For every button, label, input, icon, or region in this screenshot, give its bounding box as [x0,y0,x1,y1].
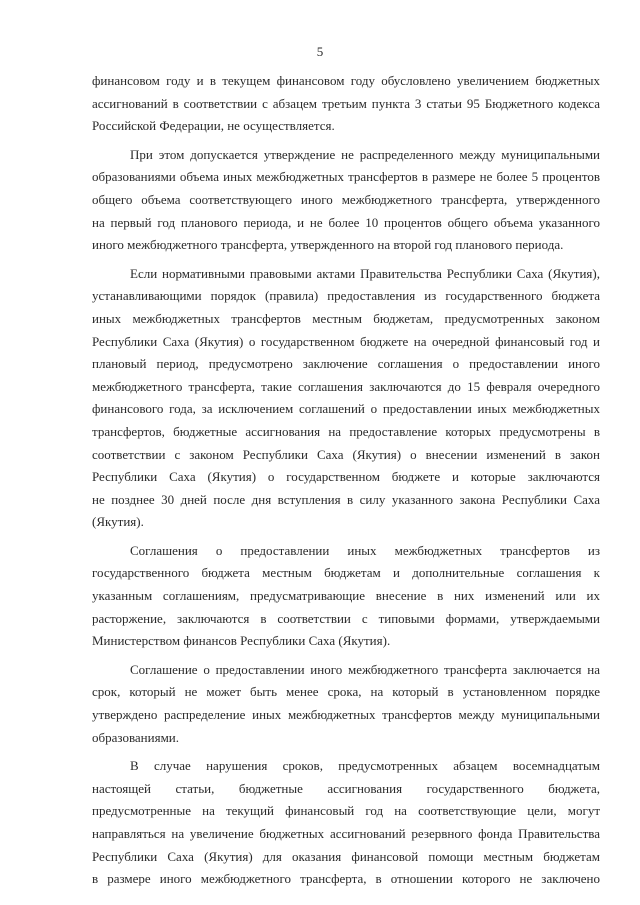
text-line: Республики Саха (Якутия) о государственном бюджете на очередной финансовый год и [92,333,600,349]
text-line: финансового года, за исключением соглашений о предоставлении иных межбюджетных [92,401,600,417]
text-line: Министерством финансов Республики Саха (Якутия). [92,633,391,649]
text-line: расторжение, заключаются в соответствии с типовыми формами, утверждаемыми [92,610,600,626]
text-line: финансовом году и в текущем финансовом году обусловлено увеличением бюджетных [92,73,600,88]
text-line: срок, который не может быть менее срока, на который в установленном порядке [92,684,600,700]
document-body [92,70,600,897]
text-line: не позднее 30 дней после дня вступления в силу указанного закона Республики Саха [92,491,600,507]
text-line: образованиями объема иных межбюджетных трансфертов в размере не более 5 процентов [92,169,600,185]
text-line: образованиями. [92,729,180,745]
text-line: плановый период, предусмотрено заключение соглашения о предоставлении иного [92,356,600,372]
text-line: соответствии с законом Республики Саха (Якутия) о внесении изменений в закон [92,446,600,462]
text-line: Республики Саха (Якутия) для оказания финансовой помощи местным бюджетам [92,848,600,864]
paragraph [92,755,600,891]
paragraph [92,263,600,534]
text-line: на первый год планового периода, и не более 10 процентов общего объема указанного [92,214,600,230]
text-line: Соглашения о предоставлении иных межбюджетных трансфертов из [130,542,600,558]
text-line: Республики Саха (Якутия) о государственном бюджете и которые заключаются [92,469,600,485]
text-line: устанавливающими порядок (правила) предоставления из государственного бюджета [92,288,600,304]
text-line: иных межбюджетных трансфертов местным бюджетам, предусмотренных законом [92,310,600,326]
text-line: указанным соглашениям, предусматривающие внесение в них изменений или их [92,588,600,604]
text-line: В случае нарушения сроков, предусмотренных абзацем восемнадцатым [130,758,600,774]
text-line: трансфертов, бюджетные ассигнования на предоставление которых предусмотрены в [92,423,600,439]
text-line: направляться на увеличение бюджетных ассигнований резервного фонда Правительства [92,826,600,841]
text-line: предусмотренные на текущий финансовый год на соответствующие цели, могут [92,803,600,819]
text-line: При этом допускается утверждение не распределенного между муниципальными [130,146,600,162]
text-line: общего объема соответствующего иного межбюджетного трансферта, утвержденного [92,191,600,207]
paragraph [92,540,600,653]
text-line: в размере иного межбюджетного трансферта, в отношении которого не заключено [92,871,600,887]
text-line: Если нормативными правовыми актами Правительства Республики Саха (Якутия), [130,265,600,281]
paragraph [92,659,600,749]
text-line: ассигнований в соответствии с абзацем третьим пункта 3 статьи 95 Бюджетного кодекса [92,95,600,111]
text-line: иного межбюджетного трансферта, утвержденного на второй год планового периода. [92,237,564,253]
text-line: государственного бюджета местным бюджетам и дополнительные соглашения к [92,565,600,581]
paragraph [92,70,600,138]
text-line: Российской Федерации, не осуществляется. [92,118,335,134]
text-line: утверждено распределение иных межбюджетных трансфертов между муниципальными [92,707,600,723]
text-line: настоящей статьи, бюджетные ассигнования государственного бюджета, [92,780,600,796]
paragraph [92,144,600,257]
text-line: (Якутия). [92,514,144,530]
text-line: межбюджетного трансферта, такие соглашения заключаются до 15 февраля очередного [92,378,600,394]
page-number: 5 [316,44,324,59]
text-line: Соглашение о предоставлении иного межбюджетного трансферта заключается на [130,661,600,677]
